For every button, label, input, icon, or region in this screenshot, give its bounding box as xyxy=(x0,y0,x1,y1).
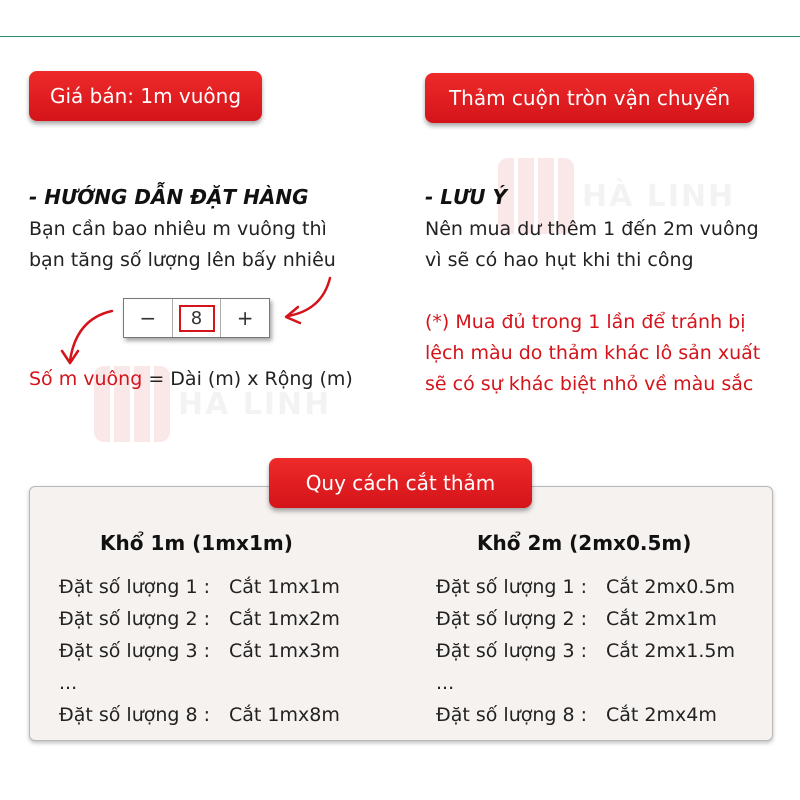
quantity-stepper[interactable] xyxy=(123,298,270,338)
quantity-value[interactable]: 8 xyxy=(179,305,215,332)
quantity-label: Đặt số lượng 8 : xyxy=(59,704,211,726)
formula-expression: = Dài (m) x Rộng (m) xyxy=(142,368,353,390)
warning-line: lệch màu do thảm khác lô sản xuất xyxy=(425,342,761,364)
decrement-button[interactable]: − xyxy=(139,306,157,330)
ellipsis: ... xyxy=(436,672,455,694)
quantity-label: Đặt số lượng 3 : xyxy=(436,640,588,662)
list-item xyxy=(59,667,340,699)
brand-watermark-text: HÀ LINH xyxy=(178,386,332,422)
cut-size: Cắt 2mx1m xyxy=(606,608,717,630)
warning-line: sẽ có sự khác biệt nhỏ về màu sắc xyxy=(425,373,754,395)
list-item xyxy=(436,571,735,603)
order-guide-text xyxy=(29,214,336,276)
note-text xyxy=(425,214,759,276)
shipping-badge: Thảm cuộn tròn vận chuyển xyxy=(425,73,754,123)
quantity-field[interactable] xyxy=(172,299,222,337)
quantity-label: Đặt số lượng 8 : xyxy=(436,704,588,726)
brand-watermark-text: HÀ LINH xyxy=(582,178,736,214)
list-item xyxy=(59,603,340,635)
list-item xyxy=(59,571,340,603)
cut-size: Cắt 2mx0.5m xyxy=(606,576,735,598)
note-line: vì sẽ có hao hụt khi thi công xyxy=(425,249,694,271)
quantity-label: Đặt số lượng 2 : xyxy=(59,608,211,630)
list-item xyxy=(436,635,735,667)
width-1m-list xyxy=(59,571,340,731)
order-guide-heading: - HƯỚNG DẪN ĐẶT HÀNG xyxy=(29,185,309,209)
width-2m-list xyxy=(436,571,735,731)
cut-size: Cắt 1mx3m xyxy=(229,640,340,662)
width-1m-title: Khổ 1m (1mx1m) xyxy=(100,531,293,555)
list-item xyxy=(59,635,340,667)
order-guide-line: Bạn cần bao nhiêu m vuông thì xyxy=(29,218,327,240)
cut-size: Cắt 1mx8m xyxy=(229,704,340,726)
cut-size: Cắt 2mx1.5m xyxy=(606,640,735,662)
list-item xyxy=(436,699,735,731)
quantity-label: Đặt số lượng 3 : xyxy=(59,640,211,662)
pointer-arrow-icon xyxy=(58,305,118,369)
width-2m-title: Khổ 2m (2mx0.5m) xyxy=(477,531,692,555)
list-item xyxy=(436,667,735,699)
formula-term: Số m vuông xyxy=(29,368,143,390)
order-guide-line: bạn tăng số lượng lên bấy nhiêu xyxy=(29,249,336,271)
list-item xyxy=(59,699,340,731)
ellipsis: ... xyxy=(59,672,78,694)
increment-button[interactable]: + xyxy=(236,306,254,330)
list-item xyxy=(436,603,735,635)
note-line: Nên mua dư thêm 1 đến 2m vuông xyxy=(425,218,759,240)
cutting-spec-card xyxy=(29,486,773,741)
quantity-label: Đặt số lượng 1 : xyxy=(436,576,588,598)
price-badge: Giá bán: 1m vuông xyxy=(29,71,262,121)
note-heading: - LƯU Ý xyxy=(425,185,507,209)
cut-size: Cắt 2mx4m xyxy=(606,704,717,726)
area-formula xyxy=(29,368,353,390)
cutting-spec-badge: Quy cách cắt thảm xyxy=(269,458,532,508)
warning-line: (*) Mua đủ trong 1 lần để tránh bị xyxy=(425,311,746,333)
cut-size: Cắt 1mx1m xyxy=(229,576,340,598)
color-warning-text xyxy=(425,307,760,400)
quantity-label: Đặt số lượng 2 : xyxy=(436,608,588,630)
pointer-arrow-icon xyxy=(280,272,340,328)
quantity-label: Đặt số lượng 1 : xyxy=(59,576,211,598)
top-divider xyxy=(0,36,800,37)
cut-size: Cắt 1mx2m xyxy=(229,608,340,630)
